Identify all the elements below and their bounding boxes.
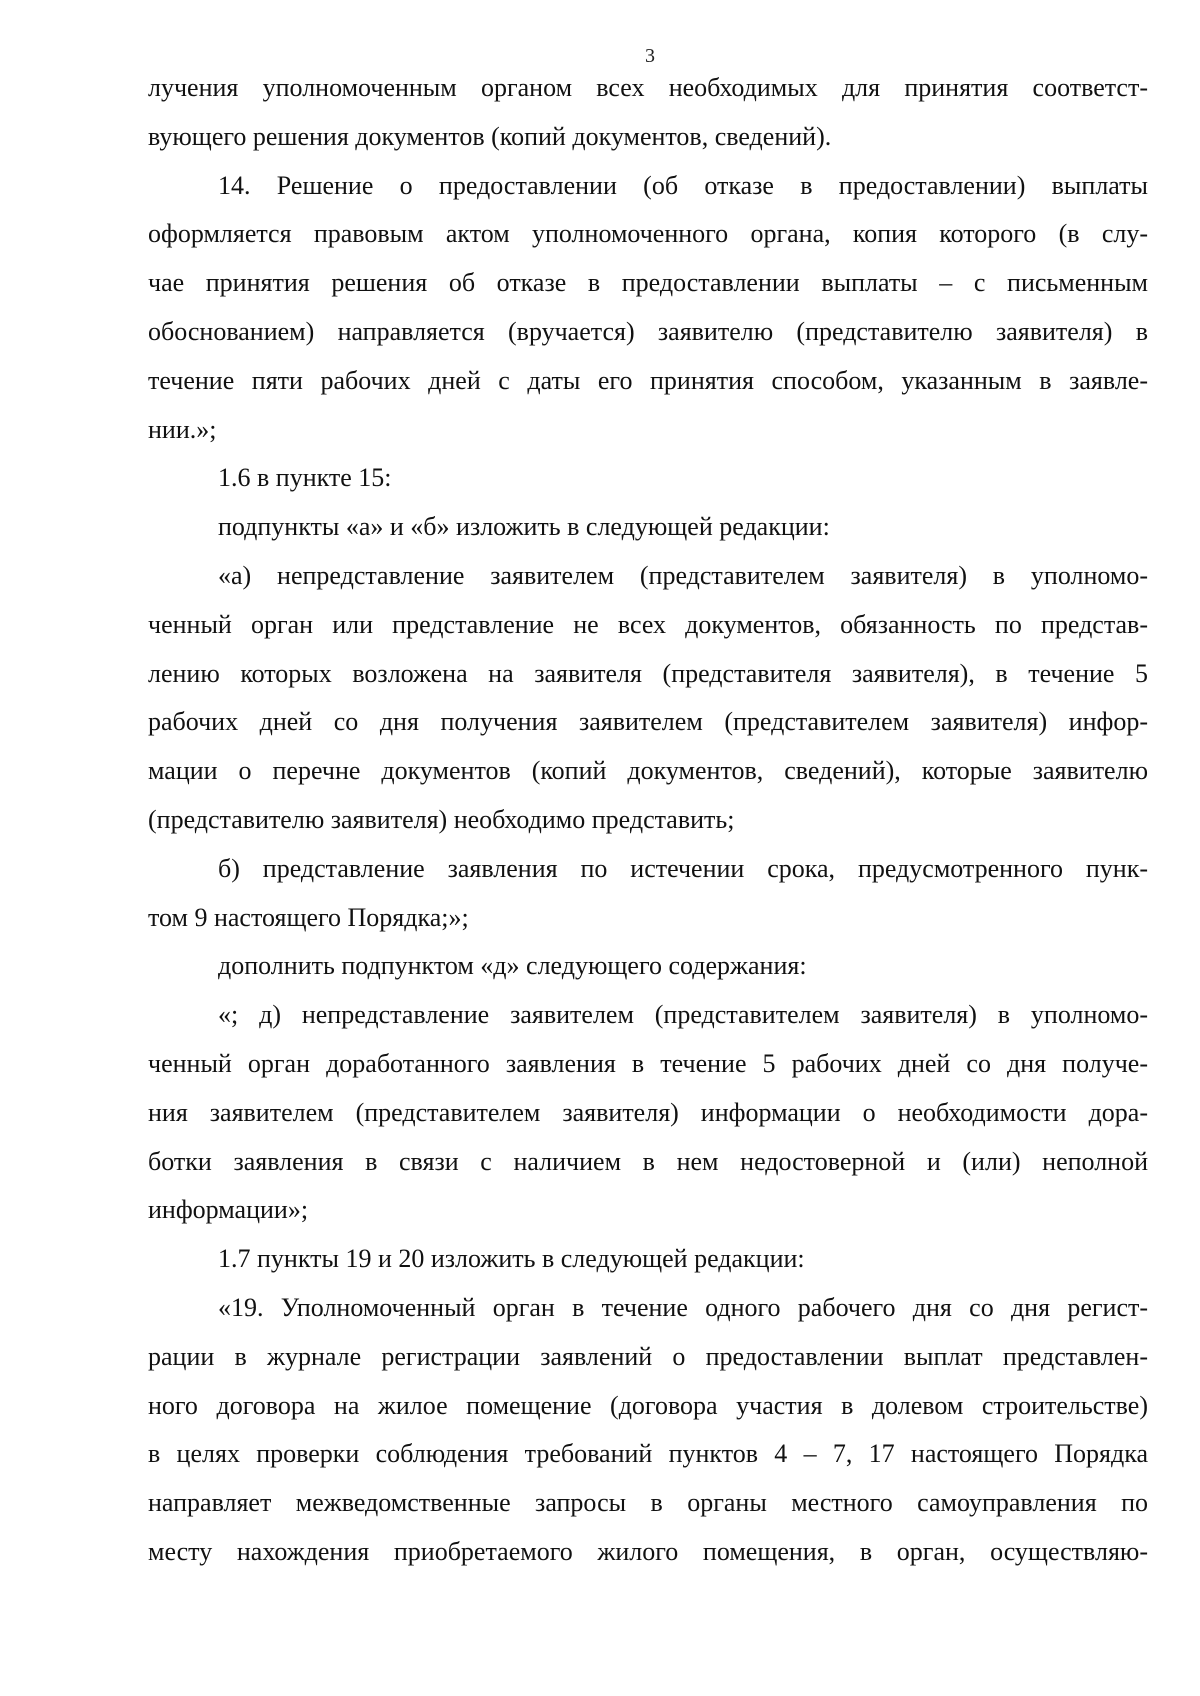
text-line: ного договора на жилое помещение (договора участия в долевом строительстве) xyxy=(148,1390,1148,1420)
text-line: месту нахождения приобретаемого жилого помещения, в орган, осуществляю- xyxy=(148,1536,1148,1566)
text-line: ченный орган или представление не всех документов, обязанность по представ- xyxy=(148,609,1148,639)
document-body xyxy=(148,64,1148,1577)
text-line: лению которых возложена на заявителя (представителя заявителя), в течение 5 xyxy=(148,658,1148,688)
text-line: 1.7 пункты 19 и 20 изложить в следующей редакции: xyxy=(218,1244,805,1274)
text-line: нии.»; xyxy=(148,414,217,444)
text-line: ченный орган доработанного заявления в течение 5 рабочих дней со дня получе- xyxy=(148,1048,1148,1078)
text-line: том 9 настоящего Порядка;»; xyxy=(148,902,469,932)
text-line: б) представление заявления по истечении срока, предусмотренного пунк- xyxy=(218,853,1148,883)
text-line: вующего решения документов (копий документов, сведений). xyxy=(148,121,832,151)
page-number: 3 xyxy=(645,45,655,67)
text-line: «а) непредставление заявителем (представителем заявителя) в уполномо- xyxy=(218,560,1148,590)
text-line: дополнить подпунктом «д» следующего содержания: xyxy=(218,951,807,981)
text-line: рации в журнале регистрации заявлений о предоставлении выплат представлен- xyxy=(148,1341,1148,1371)
text-line: информации»; xyxy=(148,1195,309,1225)
text-line: мации о перечне документов (копий документов, сведений), которые заявителю xyxy=(148,756,1148,786)
text-line: направляет межведомственные запросы в органы местного самоуправления по xyxy=(148,1488,1148,1518)
text-line: рабочих дней со дня получения заявителем (представителем заявителя) инфор- xyxy=(148,707,1148,737)
text-line: оформляется правовым актом уполномоченного органа, копия которого (в слу- xyxy=(148,219,1148,249)
text-line: «19. Уполномоченный орган в течение одного рабочего дня со дня регист- xyxy=(218,1292,1148,1322)
text-line: 1.6 в пункте 15: xyxy=(218,463,392,493)
text-line: чае принятия решения об отказе в предоставлении выплаты – с письменным xyxy=(148,268,1148,298)
text-line: «; д) непредставление заявителем (представителем заявителя) в уполномо- xyxy=(218,1000,1148,1030)
text-line: (представителю заявителя) необходимо представить; xyxy=(148,804,735,834)
text-line: течение пяти рабочих дней с даты его принятия способом, указанным в заявле- xyxy=(148,365,1148,395)
text-line: обоснованием) направляется (вручается) заявителю (представителю заявителя) в xyxy=(148,316,1148,346)
text-line: подпункты «а» и «б» изложить в следующей редакции: xyxy=(218,512,830,542)
text-line: в целях проверки соблюдения требований пунктов 4 – 7, 17 настоящего Порядка xyxy=(148,1439,1148,1469)
text-line: лучения уполномоченным органом всех необходимых для принятия соответст- xyxy=(148,73,1148,102)
text-line: 14. Решение о предоставлении (об отказе в предоставлении) выплаты xyxy=(218,170,1148,200)
text-line: ботки заявления в связи с наличием в нем недостоверной и (или) неполной xyxy=(148,1146,1148,1176)
text-line: ния заявителем (представителем заявителя) информации о необходимости дора- xyxy=(148,1097,1148,1127)
